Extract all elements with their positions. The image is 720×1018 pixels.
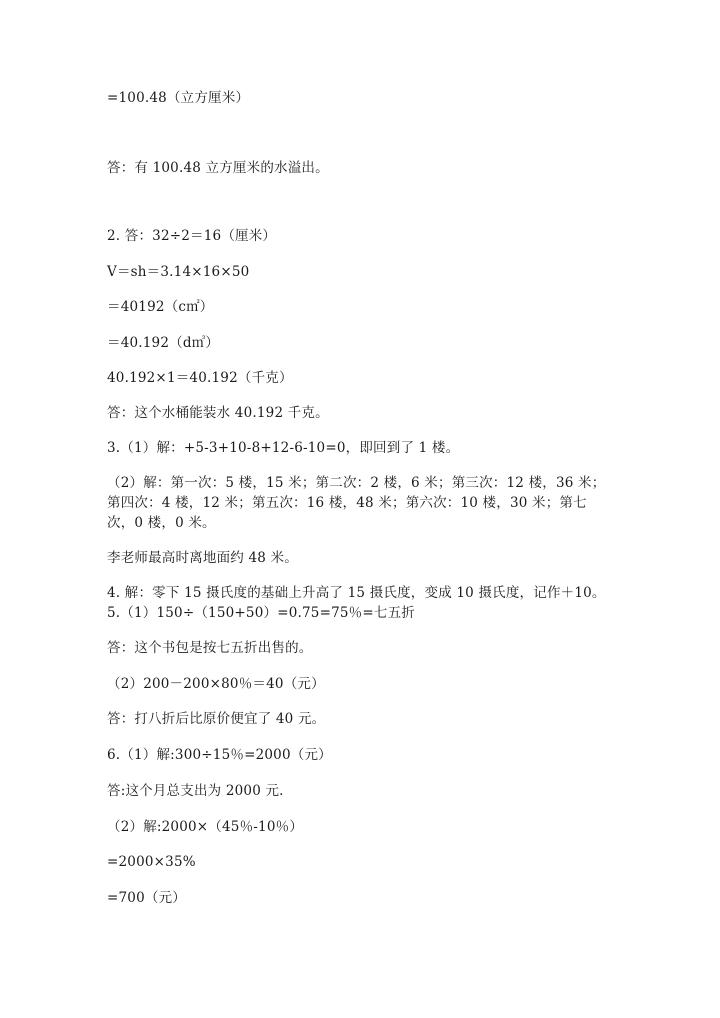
text-line: （2）解：第一次：5 楼，15 米；第二次：2 楼，6 米；第三次：12 楼，36 米； [107, 475, 606, 491]
text-line: 答：有 100.48 立方厘米的水溢出。 [107, 160, 329, 176]
text-line: （2）200－200×80％＝40（元） [107, 676, 325, 692]
text-line: 6.（1）解:300÷15％=2000（元） [107, 747, 332, 763]
text-line: 次，0 楼，0 米。 [107, 515, 216, 531]
text-line: =100.48（立方厘米） [107, 90, 250, 106]
text-line: 答：这个书包是按七五折出售的。 [107, 640, 313, 656]
text-line: 5.（1）150÷（150+50）=0.75=75％=七五折 [107, 605, 415, 621]
text-line: 第四次：4 楼，12 米；第五次：16 楼，48 米；第六次：10 楼，30 米；第七 [107, 495, 587, 511]
text-line: 李老师最高时离地面约 48 米。 [107, 550, 298, 566]
text-line: 4. 解：零下 15 摄氏度的基础上升高了 15 摄氏度，变成 10 摄氏度，记作＋10。 [107, 585, 606, 601]
text-line: ＝40.192（d㎥） [107, 335, 220, 351]
text-line: =700（元） [107, 890, 186, 906]
text-line: 答：打八折后比原价便宜了 40 元。 [107, 711, 326, 727]
text-line: （2）解:2000×（45％-10％） [107, 819, 304, 835]
text-line: ＝40192（c㎡） [107, 299, 214, 315]
text-line: 40.192×1＝40.192（千克） [107, 370, 293, 386]
text-line: V＝sh＝3.14×16×50 [107, 264, 250, 280]
text-line: =2000×35% [107, 854, 196, 870]
text-line: 2. 答：32÷2＝16（厘米） [107, 228, 277, 244]
text-line: 3.（1）解：+5-3+10-8+12-6-10=0，即回到了 1 楼。 [107, 440, 460, 456]
text-line: 答:这个月总支出为 2000 元. [107, 783, 284, 799]
text-line: 答：这个水桶能装水 40.192 千克。 [107, 405, 329, 421]
